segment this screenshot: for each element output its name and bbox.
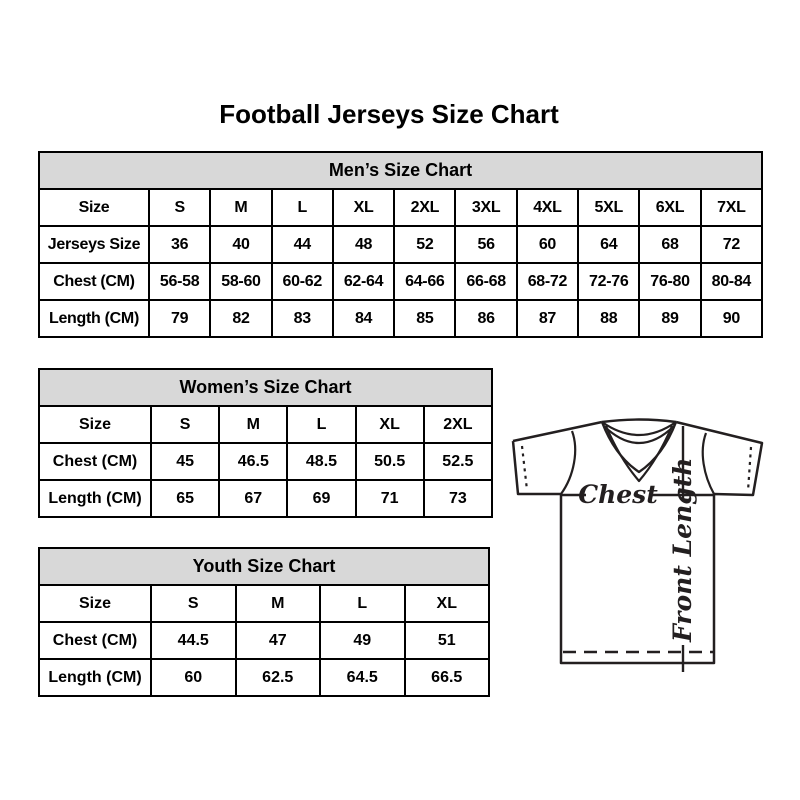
womens-size-value-cell: 48.5 (287, 443, 355, 480)
youth-size-value-cell: 44.5 (151, 622, 236, 659)
mens-size-value-cell: 88 (578, 300, 639, 337)
womens-size-value-cell: 50.5 (356, 443, 424, 480)
youth-size-value-cell: 64.5 (320, 659, 405, 696)
womens-table-title: Women’s Size Chart (39, 369, 492, 406)
mens-size-table (38, 151, 763, 338)
youth-size-value-cell: 62.5 (236, 659, 321, 696)
mens-size-value-cell: 68-72 (517, 263, 578, 300)
womens-row-label: Chest (CM) (39, 443, 151, 480)
womens-size-value-cell: 67 (219, 480, 287, 517)
mens-size-value-cell: 5XL (578, 189, 639, 226)
womens-size-value-cell: 71 (356, 480, 424, 517)
mens-size-value-cell: 2XL (394, 189, 455, 226)
mens-size-value-cell: 86 (455, 300, 516, 337)
mens-size-value-cell: 83 (272, 300, 333, 337)
womens-size-value-cell: XL (356, 406, 424, 443)
womens-size-value-cell: 69 (287, 480, 355, 517)
mens-row-label: Jerseys Size (39, 226, 149, 263)
mens-row-label: Length (CM) (39, 300, 149, 337)
front-length-label: Front Length (668, 457, 697, 642)
mens-row-label: Chest (CM) (39, 263, 149, 300)
left-cuff-stitch (522, 446, 527, 490)
womens-table-row (39, 406, 492, 443)
mens-size-value-cell: 62-64 (333, 263, 394, 300)
womens-size-value-cell: 45 (151, 443, 219, 480)
mens-size-value-cell: 60-62 (272, 263, 333, 300)
youth-row-label: Chest (CM) (39, 622, 151, 659)
mens-size-value-cell: 84 (333, 300, 394, 337)
mens-size-value-cell: 48 (333, 226, 394, 263)
mens-size-value-cell: M (210, 189, 271, 226)
mens-row-label: Size (39, 189, 149, 226)
youth-size-value-cell: 66.5 (405, 659, 490, 696)
mens-size-value-cell: 64 (578, 226, 639, 263)
mens-table-row (39, 300, 762, 337)
mens-size-value-cell: 72-76 (578, 263, 639, 300)
mens-size-value-cell: 40 (210, 226, 271, 263)
youth-table-title: Youth Size Chart (39, 548, 489, 585)
womens-row-label: Size (39, 406, 151, 443)
mens-size-value-cell: 82 (210, 300, 271, 337)
womens-size-value-cell: S (151, 406, 219, 443)
mens-size-value-cell: S (149, 189, 210, 226)
mens-size-value-cell: 36 (149, 226, 210, 263)
womens-size-value-cell: 52.5 (424, 443, 492, 480)
mens-table-row (39, 189, 762, 226)
womens-table-row (39, 480, 492, 517)
mens-size-value-cell: 87 (517, 300, 578, 337)
mens-size-value-cell: 72 (701, 226, 762, 263)
youth-size-value-cell: M (236, 585, 321, 622)
youth-table-row (39, 659, 489, 696)
womens-table-row (39, 443, 492, 480)
mens-size-value-cell: 89 (639, 300, 700, 337)
mens-size-value-cell: 64-66 (394, 263, 455, 300)
mens-size-value-cell: 66-68 (455, 263, 516, 300)
youth-size-table (38, 547, 490, 697)
womens-size-value-cell: 65 (151, 480, 219, 517)
mens-size-value-cell: 60 (517, 226, 578, 263)
mens-size-value-cell: L (272, 189, 333, 226)
mens-size-value-cell: 3XL (455, 189, 516, 226)
womens-size-value-cell: 73 (424, 480, 492, 517)
womens-size-value-cell: 46.5 (219, 443, 287, 480)
womens-size-value-cell: L (287, 406, 355, 443)
mens-size-value-cell: 58-60 (210, 263, 271, 300)
mens-size-value-cell: 76-80 (639, 263, 700, 300)
jersey-measurement-diagram (500, 402, 770, 682)
mens-size-value-cell: 79 (149, 300, 210, 337)
youth-size-value-cell: XL (405, 585, 490, 622)
womens-row-label: Length (CM) (39, 480, 151, 517)
mens-size-value-cell: 56-58 (149, 263, 210, 300)
mens-size-value-cell: 6XL (639, 189, 700, 226)
mens-size-value-cell: 7XL (701, 189, 762, 226)
mens-size-value-cell: 4XL (517, 189, 578, 226)
youth-size-value-cell: 51 (405, 622, 490, 659)
mens-size-value-cell: 44 (272, 226, 333, 263)
left-sleeve-seam (561, 431, 575, 494)
mens-size-value-cell: 80-84 (701, 263, 762, 300)
mens-size-value-cell: 85 (394, 300, 455, 337)
mens-size-value-cell: 90 (701, 300, 762, 337)
youth-size-value-cell: 49 (320, 622, 405, 659)
mens-table-row (39, 226, 762, 263)
youth-table-row (39, 622, 489, 659)
mens-table-title: Men’s Size Chart (39, 152, 762, 189)
chest-label: Chest (578, 480, 658, 509)
womens-size-value-cell: 2XL (424, 406, 492, 443)
mens-size-value-cell: 68 (639, 226, 700, 263)
right-sleeve-seam (703, 433, 714, 494)
mens-size-value-cell: 56 (455, 226, 516, 263)
right-cuff-stitch (748, 447, 751, 491)
youth-row-label: Size (39, 585, 151, 622)
collar-top-edge (602, 420, 676, 423)
womens-size-table (38, 368, 493, 518)
youth-size-value-cell: L (320, 585, 405, 622)
mens-size-value-cell: XL (333, 189, 394, 226)
mens-table-row (39, 263, 762, 300)
youth-table-row (39, 585, 489, 622)
page-title: Football Jerseys Size Chart (219, 99, 559, 129)
youth-size-value-cell: S (151, 585, 236, 622)
youth-size-value-cell: 60 (151, 659, 236, 696)
jersey-outline (513, 422, 762, 663)
womens-size-value-cell: M (219, 406, 287, 443)
youth-row-label: Length (CM) (39, 659, 151, 696)
mens-size-value-cell: 52 (394, 226, 455, 263)
youth-size-value-cell: 47 (236, 622, 321, 659)
